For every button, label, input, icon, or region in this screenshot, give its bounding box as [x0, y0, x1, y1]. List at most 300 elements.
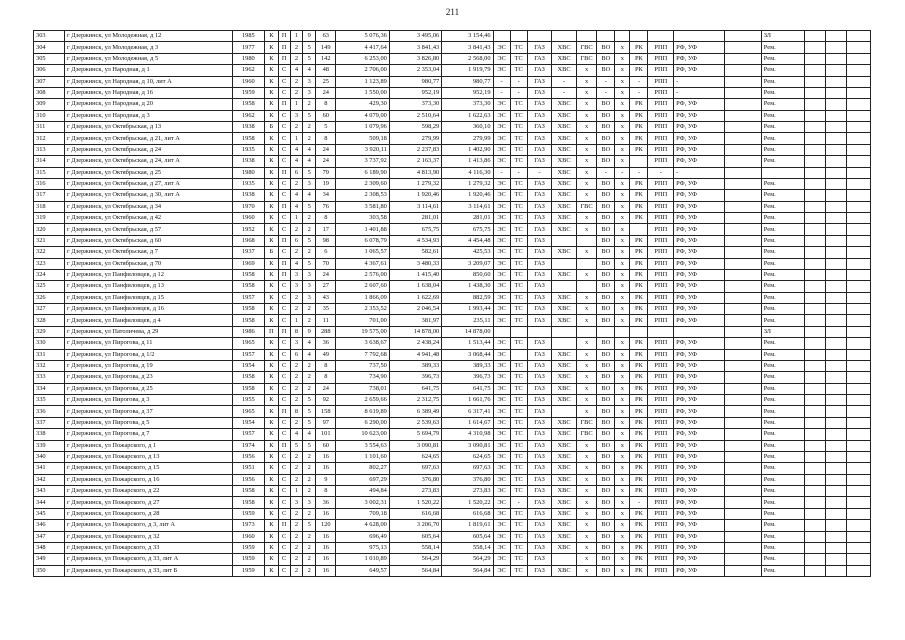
table-cell: К: [264, 486, 278, 497]
table-cell: Рем.: [761, 395, 804, 406]
table-cell: [825, 31, 846, 42]
table-cell: [725, 99, 761, 110]
table-cell: [648, 31, 674, 42]
table-cell: [552, 281, 577, 292]
table-cell: П: [264, 326, 278, 337]
table-cell: РК: [630, 269, 648, 280]
table-cell: 3 209,07: [442, 258, 493, 269]
table-cell: 1962: [232, 65, 264, 76]
table-cell: 1954: [232, 360, 264, 371]
table-cell: [825, 258, 846, 269]
table-cell: 2: [303, 247, 316, 258]
table-cell: [847, 531, 871, 542]
table-cell: 2: [290, 292, 303, 303]
table-cell: [552, 338, 577, 349]
table-cell: 5: [303, 167, 316, 178]
table-cell: 1970: [232, 201, 264, 212]
table-cell: РФ, УФ: [674, 360, 725, 371]
table-cell: х: [615, 201, 630, 212]
table-cell: [725, 269, 761, 280]
table-cell: ХВС: [552, 508, 577, 519]
table-cell: РК: [630, 486, 648, 497]
table-cell: [825, 156, 846, 167]
table-cell: 320: [34, 224, 65, 235]
table-cell: 360,10: [442, 122, 493, 133]
table-cell: х: [576, 144, 596, 155]
table-cell: С: [278, 133, 290, 144]
table-cell: ГАЗ: [527, 508, 552, 519]
table-cell: [725, 213, 761, 224]
table-cell: 325: [34, 281, 65, 292]
table-cell: 314: [34, 156, 65, 167]
table-cell: [725, 144, 761, 155]
table-cell: х: [576, 497, 596, 508]
table-cell: Рем.: [761, 531, 804, 542]
table-cell: К: [264, 235, 278, 246]
table-cell: 5: [303, 201, 316, 212]
table-cell: ГАЗ: [527, 497, 552, 508]
table-cell: РФ, УФ: [674, 201, 725, 212]
table-cell: РК: [630, 554, 648, 565]
table-cell: х: [576, 156, 596, 167]
table-cell: 734,90: [336, 372, 389, 383]
table-cell: РПП: [648, 247, 674, 258]
table-cell: С: [278, 178, 290, 189]
table-cell: [725, 190, 761, 201]
table-cell: г Дзержинск, ул Пирогова, д 23: [65, 372, 233, 383]
table-cell: ХВС: [552, 213, 577, 224]
table-cell: 2 607,60: [336, 281, 389, 292]
table-cell: 341: [34, 463, 65, 474]
table-cell: РК: [630, 417, 648, 428]
table-cell: [576, 326, 596, 337]
table-cell: ВО: [597, 451, 615, 462]
table-cell: РК: [630, 99, 648, 110]
table-cell: ЭС: [493, 406, 510, 417]
table-cell: 2 659,66: [336, 395, 389, 406]
table-cell: ВО: [597, 463, 615, 474]
table-row: [34, 565, 871, 576]
table-cell: [725, 76, 761, 87]
table-cell: [725, 122, 761, 133]
table-cell: г Дзержинск, ул Октябрьская, д 70: [65, 258, 233, 269]
table-cell: Рем.: [761, 144, 804, 155]
table-cell: 317: [34, 190, 65, 201]
table-cell: РПП: [648, 338, 674, 349]
table-cell: [804, 315, 825, 326]
table-cell: 5: [303, 520, 316, 531]
table-cell: 27: [316, 281, 336, 292]
table-cell: ВО: [597, 486, 615, 497]
table-cell: [825, 486, 846, 497]
table-cell: 3: [290, 497, 303, 508]
table-cell: К: [264, 497, 278, 508]
table-cell: [725, 372, 761, 383]
table-cell: ГАЗ: [527, 87, 552, 98]
table-cell: ГАЗ: [527, 304, 552, 315]
table-cell: РПП: [648, 315, 674, 326]
table-cell: [804, 87, 825, 98]
table-cell: х: [576, 463, 596, 474]
table-cell: 3: [303, 497, 316, 508]
table-cell: г Дзержинск, ул Панфиловцев, д 13: [65, 281, 233, 292]
table-cell: г Дзержинск, ул Пирогова, д 25: [65, 383, 233, 394]
table-cell: 1 415,40: [389, 269, 441, 280]
table-cell: 558,14: [442, 542, 493, 553]
table-cell: х: [576, 542, 596, 553]
table-cell: С: [278, 87, 290, 98]
table-cell: ЭС: [493, 360, 510, 371]
table-cell: г Дзержинск, ул Молодежная, д 3: [65, 42, 233, 53]
table-cell: ЭС: [493, 42, 510, 53]
table-cell: [825, 429, 846, 440]
table-cell: [847, 247, 871, 258]
table-cell: [825, 463, 846, 474]
table-cell: 2: [290, 304, 303, 315]
table-cell: С: [278, 395, 290, 406]
table-cell: ТС: [510, 213, 527, 224]
table-cell: 338: [34, 429, 65, 440]
table-cell: [825, 224, 846, 235]
table-row: [34, 349, 871, 360]
table-cell: РПП: [648, 213, 674, 224]
table-cell: [804, 429, 825, 440]
table-cell: [725, 429, 761, 440]
table-row: [34, 247, 871, 258]
table-cell: ВО: [597, 178, 615, 189]
table-cell: [804, 304, 825, 315]
table-cell: [847, 65, 871, 76]
table-row: [34, 531, 871, 542]
table-cell: х: [576, 315, 596, 326]
table-cell: 1938: [232, 122, 264, 133]
table-cell: [825, 87, 846, 98]
table-cell: 598,29: [389, 122, 441, 133]
table-cell: 1959: [232, 542, 264, 553]
table-cell: 882,59: [442, 292, 493, 303]
table-cell: П: [278, 31, 290, 42]
table-cell: Рем.: [761, 247, 804, 258]
table-cell: 2: [303, 565, 316, 576]
table-cell: 1: [290, 486, 303, 497]
table-cell: х: [576, 167, 596, 178]
table-cell: 1959: [232, 508, 264, 519]
table-cell: х: [615, 304, 630, 315]
table-cell: 2 539,63: [389, 417, 441, 428]
table-row: [34, 53, 871, 64]
table-cell: 327: [34, 304, 65, 315]
table-cell: ГАЗ: [527, 372, 552, 383]
table-cell: ВО: [597, 304, 615, 315]
table-cell: РК: [630, 451, 648, 462]
table-cell: [510, 326, 527, 337]
table-cell: РПП: [648, 224, 674, 235]
table-row: [34, 110, 871, 121]
table-cell: [825, 383, 846, 394]
table-cell: ГАЗ: [527, 542, 552, 553]
table-cell: х: [615, 235, 630, 246]
table-cell: [804, 167, 825, 178]
table-cell: х: [615, 440, 630, 451]
table-cell: С: [278, 281, 290, 292]
table-cell: [597, 326, 615, 337]
table-cell: [847, 156, 871, 167]
table-row: [34, 99, 871, 110]
table-cell: К: [264, 258, 278, 269]
table-cell: х: [615, 110, 630, 121]
table-cell: [725, 201, 761, 212]
table-cell: 321: [34, 235, 65, 246]
table-cell: ЭС: [493, 565, 510, 576]
table-cell: ХВС: [552, 429, 577, 440]
table-cell: [527, 326, 552, 337]
table-cell: 120: [316, 520, 336, 531]
table-row: [34, 156, 871, 167]
table-cell: 312: [34, 133, 65, 144]
table-cell: 3 826,80: [389, 53, 441, 64]
table-cell: П: [278, 326, 290, 337]
table-cell: ГАЗ: [527, 451, 552, 462]
table-cell: РФ, УФ: [674, 520, 725, 531]
table-cell: К: [264, 406, 278, 417]
table-cell: ЭС: [493, 349, 510, 360]
table-cell: ХВС: [552, 99, 577, 110]
table-cell: С: [278, 247, 290, 258]
table-cell: 3 090,81: [389, 440, 441, 451]
table-cell: [725, 463, 761, 474]
table-cell: [825, 542, 846, 553]
table-cell: [804, 565, 825, 576]
table-cell: РК: [630, 349, 648, 360]
table-cell: ХВС: [552, 65, 577, 76]
table-cell: 564,29: [442, 554, 493, 565]
table-cell: С: [278, 531, 290, 542]
table-cell: [725, 178, 761, 189]
table-cell: 16: [316, 463, 336, 474]
table-cell: РПП: [648, 292, 674, 303]
table-cell: ГАЗ: [527, 178, 552, 189]
table-cell: 1952: [232, 224, 264, 235]
table-cell: -: [630, 497, 648, 508]
table-cell: П: [278, 269, 290, 280]
table-cell: 2: [290, 508, 303, 519]
table-cell: П: [278, 406, 290, 417]
table-cell: Рем.: [761, 349, 804, 360]
table-cell: 1 550,00: [336, 87, 389, 98]
table-cell: РК: [630, 133, 648, 144]
table-cell: 1957: [232, 292, 264, 303]
table-cell: ХВС: [552, 349, 577, 360]
table-cell: ЭС: [493, 122, 510, 133]
table-cell: -: [493, 76, 510, 87]
table-cell: ГВС: [576, 53, 596, 64]
table-cell: Рем.: [761, 224, 804, 235]
table-cell: РПП: [648, 520, 674, 531]
table-cell: РФ, УФ: [674, 474, 725, 485]
table-cell: РПП: [648, 383, 674, 394]
table-cell: г Дзержинск, ул Октябрьская, д 24, лит А: [65, 156, 233, 167]
table-cell: РПП: [648, 429, 674, 440]
table-cell: ВО: [597, 542, 615, 553]
table-cell: [804, 224, 825, 235]
table-cell: х: [615, 76, 630, 87]
table-cell: 2: [303, 474, 316, 485]
table-row: [34, 235, 871, 246]
table-cell: -: [510, 497, 527, 508]
table-cell: 307: [34, 76, 65, 87]
table-cell: РФ, УФ: [674, 395, 725, 406]
table-cell: 2 353,04: [389, 65, 441, 76]
table-cell: [725, 474, 761, 485]
table-cell: 1 438,30: [442, 281, 493, 292]
table-cell: 1 401,88: [336, 224, 389, 235]
table-cell: ВО: [597, 53, 615, 64]
table-cell: Рем.: [761, 338, 804, 349]
table-cell: х: [576, 133, 596, 144]
table-cell: 303,58: [336, 213, 389, 224]
table-cell: ТС: [510, 201, 527, 212]
table-cell: [725, 520, 761, 531]
table-cell: х: [576, 360, 596, 371]
table-row: [34, 520, 871, 531]
table-cell: РПП: [648, 122, 674, 133]
table-cell: К: [264, 53, 278, 64]
table-cell: [630, 326, 648, 337]
table-cell: [847, 474, 871, 485]
table-cell: ВО: [597, 269, 615, 280]
table-cell: К: [264, 451, 278, 462]
table-cell: х: [615, 315, 630, 326]
table-cell: ГВС: [576, 42, 596, 53]
table-cell: [804, 110, 825, 121]
table-cell: -: [597, 87, 615, 98]
table-cell: РФ, УФ: [674, 178, 725, 189]
table-cell: ЭС: [493, 235, 510, 246]
table-cell: 3 090,81: [442, 440, 493, 451]
table-cell: г Дзержинск, ул Пожарского, д 28: [65, 508, 233, 519]
table-cell: ЭС: [493, 338, 510, 349]
table-cell: Рем.: [761, 565, 804, 576]
table-cell: К: [264, 110, 278, 121]
table-cell: 1 010,89: [336, 554, 389, 565]
table-cell: РПП: [648, 349, 674, 360]
table-cell: х: [615, 42, 630, 53]
table-cell: [804, 349, 825, 360]
table-cell: РПП: [648, 99, 674, 110]
table-cell: ХВС: [552, 292, 577, 303]
table-cell: 2 163,37: [389, 156, 441, 167]
table-cell: х: [615, 508, 630, 519]
table-cell: 3 480,33: [389, 258, 441, 269]
table-cell: ХВС: [552, 167, 577, 178]
table-cell: ЗЛ: [761, 31, 804, 42]
table-cell: С: [278, 486, 290, 497]
table-cell: х: [576, 383, 596, 394]
table-cell: [847, 315, 871, 326]
table-cell: 697,29: [336, 474, 389, 485]
table-cell: К: [264, 133, 278, 144]
table-cell: ТС: [510, 304, 527, 315]
table-cell: х: [576, 190, 596, 201]
table-cell: ЭС: [493, 508, 510, 519]
table-cell: 3 920,11: [336, 144, 389, 155]
table-cell: 1965: [232, 338, 264, 349]
table-cell: х: [576, 110, 596, 121]
table-cell: РПП: [648, 406, 674, 417]
table-cell: [847, 133, 871, 144]
table-cell: ЗЛ: [761, 326, 804, 337]
table-cell: 5: [303, 406, 316, 417]
table-cell: г Дзержинск, ул Октябрьская, д 57: [65, 224, 233, 235]
table-cell: ВО: [597, 520, 615, 531]
table-cell: 1: [290, 31, 303, 42]
table-cell: [597, 31, 615, 42]
table-cell: -: [527, 167, 552, 178]
table-cell: 3 114,61: [442, 201, 493, 212]
table-cell: [825, 497, 846, 508]
table-cell: 1958: [232, 315, 264, 326]
table-cell: 70: [316, 258, 336, 269]
table-cell: ВО: [597, 65, 615, 76]
table-cell: 348: [34, 542, 65, 553]
table-cell: 2: [303, 99, 316, 110]
table-cell: 3 841,43: [389, 42, 441, 53]
table-cell: С: [278, 122, 290, 133]
table-cell: 2 308,53: [336, 190, 389, 201]
table-cell: С: [278, 417, 290, 428]
table-cell: 2: [290, 178, 303, 189]
table-cell: С: [278, 110, 290, 121]
table-cell: 6 189,90: [336, 167, 389, 178]
table-cell: Рем.: [761, 451, 804, 462]
table-cell: х: [615, 269, 630, 280]
table-cell: Рем.: [761, 201, 804, 212]
table-cell: 98: [316, 235, 336, 246]
table-cell: РПП: [648, 42, 674, 53]
table-cell: ВО: [597, 315, 615, 326]
table-cell: ГАЗ: [527, 122, 552, 133]
table-cell: РПП: [648, 372, 674, 383]
table-cell: П: [278, 440, 290, 451]
table-cell: 4: [303, 190, 316, 201]
table-cell: х: [615, 395, 630, 406]
table-cell: -: [597, 76, 615, 87]
table-cell: К: [264, 338, 278, 349]
table-cell: 306: [34, 65, 65, 76]
table-cell: 340: [34, 451, 65, 462]
table-cell: [804, 326, 825, 337]
table-cell: 2: [290, 474, 303, 485]
table-row: [34, 292, 871, 303]
table-cell: 3 114,61: [389, 201, 441, 212]
table-cell: 6: [290, 167, 303, 178]
table-cell: ХВС: [552, 53, 577, 64]
table-cell: 1960: [232, 213, 264, 224]
table-cell: [847, 372, 871, 383]
table-cell: 345: [34, 508, 65, 519]
table-cell: г Дзержинск, ул Пожарского, д 13: [65, 451, 233, 462]
table-row: [34, 406, 871, 417]
table-cell: Рем.: [761, 440, 804, 451]
table-cell: г Дзержинск, ул Октябрьская, д 34: [65, 201, 233, 212]
table-cell: РПП: [648, 190, 674, 201]
table-cell: Рем.: [761, 497, 804, 508]
table-cell: г Дзержинск, ул Октябрьская, д 7: [65, 247, 233, 258]
table-cell: 494,84: [336, 486, 389, 497]
table-cell: 8: [290, 406, 303, 417]
table-cell: 1958: [232, 497, 264, 508]
table-cell: 1960: [232, 76, 264, 87]
